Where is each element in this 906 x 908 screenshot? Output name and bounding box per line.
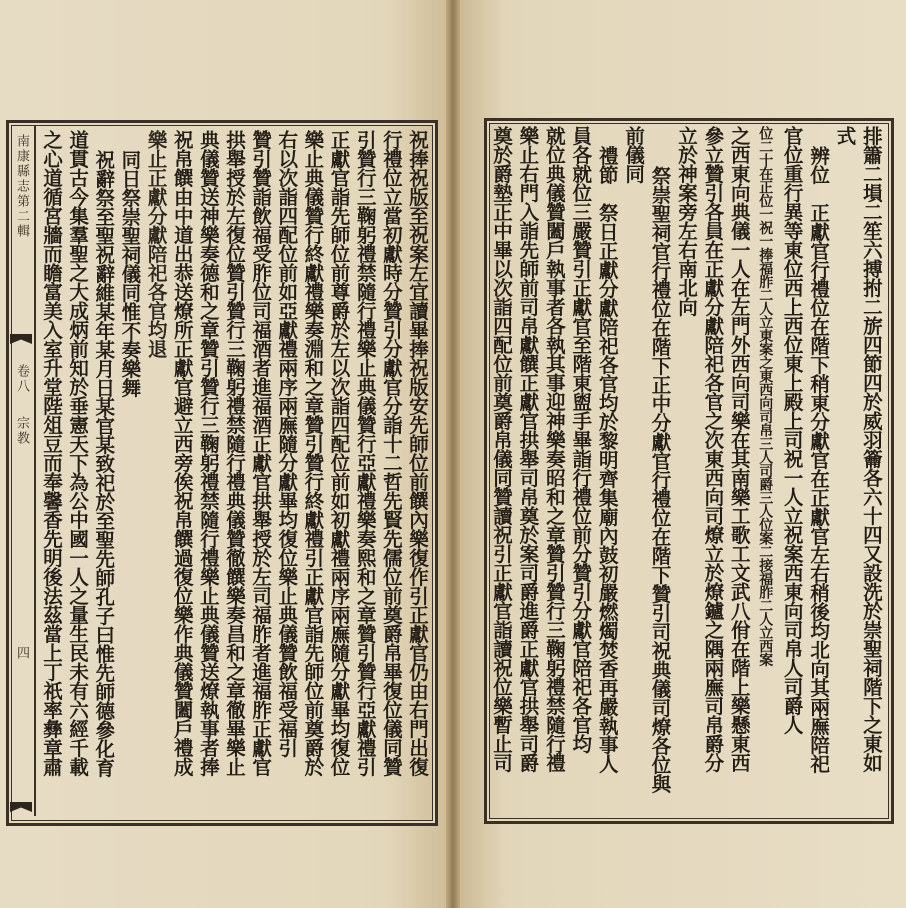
text-column: 祝捧祝版至祝案左宜讀畢捧祝版安先師位前饌內樂復作引正獻官仍由右門出復 (405, 130, 429, 776)
volume-label: 卷八 (14, 364, 29, 394)
text-column: 禮節 祭日正獻分獻陪祀各官均於黎明齊集廟內鼓初嚴燃燭焚香再嚴執事人 (595, 146, 619, 773)
fishtail-mark-bottom (10, 802, 32, 812)
fishtail-mark-top (10, 334, 32, 344)
text-column: 參立贊引各員在正獻分獻陪祀各官之次東西向司燎立於燎鑪之隅兩廡司帛爵分 (701, 126, 725, 772)
text-column: 同日祭崇聖祠儀同惟不奏樂舞 (118, 150, 142, 397)
text-column: 辨位 正獻官行禮位在階下稍東分獻官在正獻官左右稍後均北向其兩廡陪祀 (807, 146, 831, 773)
text-column: 樂止典儀贊行終獻禮樂奏淵和之章贊引贊行終獻禮引正獻官詣先師位前奠爵於 (301, 130, 325, 776)
text-column: 官位重行異等東位西上西位東上殿上司祝一人立祝案西東向司帛人司爵人 (780, 126, 804, 734)
text-column: 之心道循宮牆而瞻富美入室升堂陛俎豆而奉馨香先明後法茲當上丁祇率彝章肅 (40, 130, 63, 776)
left-page-text (38, 130, 430, 810)
text-column: 典儀贊送神樂奏德和之章贊引贊行三鞠躬禮禁隨行禮樂止典儀贊送燎執事者捧 (196, 130, 220, 776)
text-column: 就位典儀贊闔戶執事者各執其事迎神樂奏昭和之章贊引贊行三鞠躬禮禁隨行禮 (542, 126, 566, 772)
text-column: 員各就位三嚴贊引正獻官至階東盥手畢詣行禮位前分贊引分獻官陪祀各官均 (569, 126, 593, 753)
text-column: 排簫二塤二笙六搏拊二旂四節四於威羽籥各六十四又設洗於崇聖祠階下之東如 (859, 126, 883, 772)
text-column: 式 (833, 126, 857, 145)
text-column: 之西東向典儀一人在左門外西向司樂在其南樂工歌工文武八佾在階上樂懸東西 (727, 126, 751, 772)
text-column: 樂止正獻分獻陪祀各官均退 (144, 130, 168, 358)
right-page-text (488, 126, 884, 810)
page-center-margin (8, 126, 36, 816)
left-page (0, 0, 452, 908)
text-column: 奠於爵墊正中畢以次詣四配位前奠爵帛儀同贊讀祝引正獻官詣讀祝位樂暫止司 (490, 126, 513, 772)
book-title: 南康縣志第二輯 (14, 134, 29, 239)
page-number: 四 (14, 646, 29, 661)
text-column: 祝帛饌由中道出恭送燎所正獻官避立西旁俟祝帛饌過復位樂作典儀贊闔戶禮成 (170, 130, 194, 776)
text-column: 引贊行三鞠躬禮禁隨行禮樂止典儀贊行亞獻禮樂奏熙和之章贊引贊行亞獻禮引 (353, 130, 377, 776)
text-column: 祝辭祭至聖祝辭維某年某月日某官某致祀於至聖先師孔子曰惟先師德參化育 (92, 150, 116, 777)
text-column: 立於神案旁左右南北向 (674, 126, 698, 316)
text-column: 道貫古今集羣聖之大成炳前知於垂憲天下為公中國一人之量生民未有六經千載 (66, 130, 90, 776)
book-spine (446, 0, 460, 908)
text-column: 拱舉授於左復位贊引贊行三鞠躬禮禁隨行禮典儀贊徹饌樂奏昌和之章徹畢樂止 (222, 130, 246, 776)
text-column: 位二十在正位一祝一捧福胙二人立東案之東西向司帛三人司爵三人位案二接福胙二人立西案 (757, 126, 774, 666)
text-column: 前儀同 (622, 126, 646, 183)
section-label: 宗教 (14, 416, 29, 446)
text-column: 祭崇聖祠官行禮位在階下正中分獻官行禮位在階下贊引司祝典儀司燎各位與 (648, 166, 672, 793)
text-column: 贊引贊詣飲福受胙位司福酒者進福酒正獻官拱舉授於左司福胙者進福胙正獻官 (249, 130, 273, 776)
text-column: 右以次詣四配位前如亞獻禮兩序兩廡隨分獻畢均復位樂止典儀贊飲福受福引 (275, 130, 299, 757)
text-column: 樂止右門入詣先師前司帛獻饌正獻官拱舉司帛奠於案司爵進爵正獻官拱舉司爵 (516, 126, 540, 772)
text-column: 正獻官詣先師位前尊爵於左以次詣四配位前如初獻禮兩序兩廡隨分獻畢均復位 (327, 130, 351, 776)
text-column: 行禮位立當初獻時分贊引分獻官分詣十二哲先賢先儒位前奠爵帛畢復位儀同贊 (379, 130, 403, 776)
